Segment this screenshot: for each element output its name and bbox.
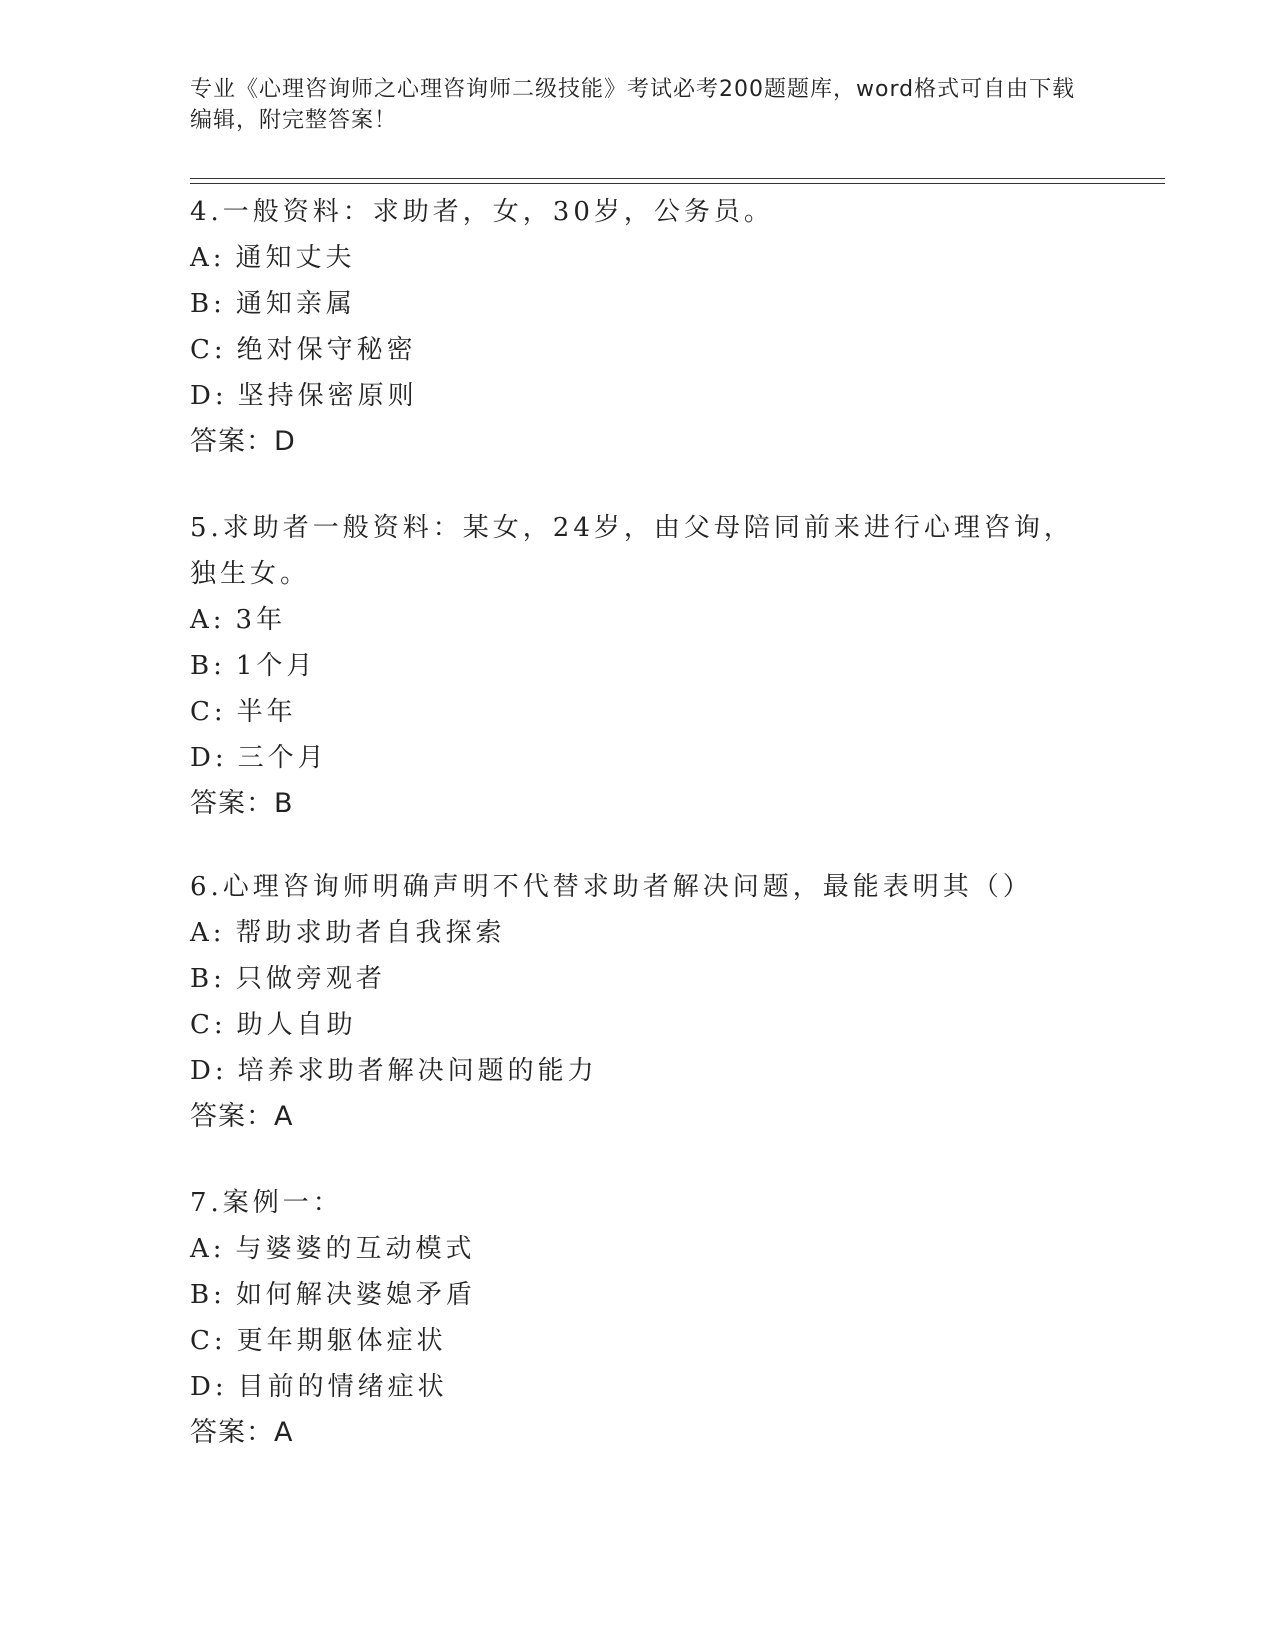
option-c xyxy=(190,1002,1090,1048)
option-text: 坚持保密原则 xyxy=(237,381,418,411)
option-letter: B: xyxy=(190,964,226,994)
option-letter: D: xyxy=(190,1372,228,1402)
option-letter: B: xyxy=(190,651,226,681)
option-a xyxy=(190,235,1090,281)
option-c xyxy=(190,689,1090,735)
option-letter: A: xyxy=(190,605,226,635)
option-a xyxy=(190,597,1090,643)
question-text: 7.案例一： xyxy=(190,1188,343,1218)
option-letter: D: xyxy=(190,381,228,411)
option-letter: B: xyxy=(190,289,226,319)
header-divider-bottom xyxy=(190,183,1165,184)
option-text: 半年 xyxy=(236,697,297,727)
option-text: 助人自助 xyxy=(236,1010,357,1040)
option-letter: C: xyxy=(190,1326,227,1356)
option-text: 绝对保守秘密 xyxy=(236,335,417,365)
option-letter: A: xyxy=(190,918,226,948)
option-d xyxy=(190,373,1090,419)
option-b xyxy=(190,1272,1090,1318)
question-block xyxy=(190,1180,1090,1456)
option-text: 只做旁观者 xyxy=(235,964,386,994)
answer-line: 答案：A xyxy=(190,1101,294,1132)
option-text: 更年期躯体症状 xyxy=(236,1326,447,1356)
option-letter: A: xyxy=(190,243,226,273)
option-letter: B: xyxy=(190,1280,226,1310)
option-letter: C: xyxy=(190,1010,227,1040)
question-block xyxy=(190,505,1090,827)
option-c xyxy=(190,1318,1090,1364)
option-a xyxy=(190,1226,1090,1272)
question-text: 5.求助者一般资料：某女，24岁，由父母陪同前来进行心理咨询，独生女。 xyxy=(190,513,1074,589)
option-text: 帮助求助者自我探索 xyxy=(235,918,506,948)
option-letter: C: xyxy=(190,335,227,365)
option-c xyxy=(190,327,1090,373)
option-text: 三个月 xyxy=(237,743,328,773)
answer-line: 答案：A xyxy=(190,1417,294,1448)
option-text: 1个月 xyxy=(235,651,317,681)
option-d xyxy=(190,735,1090,781)
option-b xyxy=(190,281,1090,327)
option-text: 3年 xyxy=(235,605,287,635)
answer-line: 答案：B xyxy=(190,788,294,819)
option-d xyxy=(190,1048,1090,1094)
answer-line: 答案：D xyxy=(190,426,296,457)
option-text: 与婆婆的互动模式 xyxy=(235,1234,476,1264)
option-letter: D: xyxy=(190,1056,228,1086)
document-header: 专业《心理咨询师之心理咨询师二级技能》考试必考200题题库，word格式可自由下载编辑，附完整答案！ xyxy=(190,77,1076,133)
option-text: 通知亲属 xyxy=(235,289,356,319)
option-text: 如何解决婆媳矛盾 xyxy=(235,1280,476,1310)
option-d xyxy=(190,1364,1090,1410)
option-letter: A: xyxy=(190,1234,226,1264)
header-divider-top xyxy=(190,178,1165,179)
option-letter: C: xyxy=(190,697,227,727)
option-b xyxy=(190,643,1090,689)
question-block xyxy=(190,189,1090,465)
question-block xyxy=(190,864,1090,1140)
option-text: 培养求助者解决问题的能力 xyxy=(237,1056,598,1086)
option-a xyxy=(190,910,1090,956)
option-text: 通知丈夫 xyxy=(235,243,356,273)
question-text: 6.心理咨询师明确声明不代替求助者解决问题，最能表明其（） xyxy=(190,872,1033,902)
option-b xyxy=(190,956,1090,1002)
question-text: 4.一般资料：求助者，女，30岁，公务员。 xyxy=(190,197,774,227)
option-letter: D: xyxy=(190,743,228,773)
option-text: 目前的情绪症状 xyxy=(237,1372,448,1402)
